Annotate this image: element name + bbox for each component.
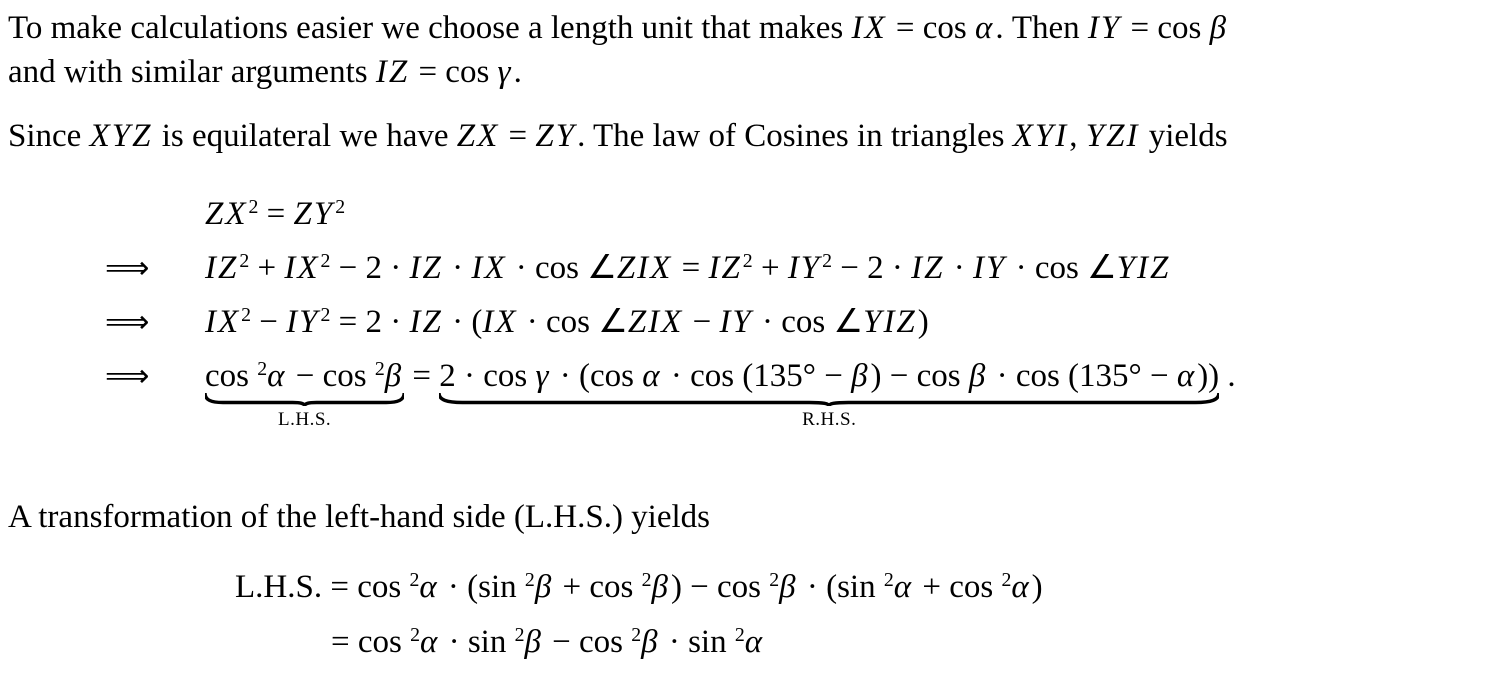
underbrace-icon xyxy=(439,393,1219,406)
equation-row-law-of-cosines xyxy=(105,246,1502,290)
equation-row-final xyxy=(105,354,1502,430)
implies-arrow: ⟹ xyxy=(105,304,150,340)
rhs-brace-label: R.H.S. xyxy=(802,409,857,430)
equals-sign: = xyxy=(404,358,440,394)
paragraph-equilateral: Since XYZ is equilateral we have ZX = ZY. The law of Cosines in triangles XYI, YZI yields xyxy=(8,118,1228,154)
equation-text xyxy=(205,354,1236,430)
trailing-period: . xyxy=(1219,358,1236,394)
rhs-underbrace-group xyxy=(439,354,1220,430)
lhs-brace-label: L.H.S. xyxy=(278,409,332,430)
equation-row-difference xyxy=(105,300,1502,344)
equation-text: $ZX^2 = ZY^2$ xyxy=(205,196,346,232)
underbrace-icon xyxy=(205,393,404,406)
lhs-expression: cos $^2$α − cos $^2$β xyxy=(205,358,404,394)
lhs-simplified-line: = cos $^2$α · sin $^2$β − cos $^2$β · sin $^2$α xyxy=(331,624,765,660)
lhs-expansion-line: L.H.S. = cos $^2$α · (sin $^2$β + cos $^2$β) − cos $^2$β · (sin $^2$α + cos $^2$α) xyxy=(235,569,1043,605)
equation-text: $IZ^2 + IX^2 - 2$ · IZ · IX · cos ∠ZIX = $IZ^2 + IY^2 - 2$ · IZ · IY · cos ∠YIZ xyxy=(205,250,1171,286)
equation-row-zx-zy xyxy=(105,192,1502,236)
implies-arrow: ⟹ xyxy=(105,358,150,394)
implies-arrow: ⟹ xyxy=(105,250,150,286)
paragraph-transformation: A transformation of the left-hand side (L.H.S.) yields xyxy=(8,499,711,535)
derivation-block xyxy=(105,192,1502,430)
lhs-underbrace-group xyxy=(205,354,404,430)
rhs-expression: 2 · cos γ · (cos α · cos (135° − β) − cos β · cos (135° − α)) xyxy=(439,358,1220,394)
equation-text: $IX^2 - IY^2 = 2$ · IZ · (IX · cos ∠ZIX − IY · cos ∠YIZ) xyxy=(205,304,929,340)
lhs-transformation-block xyxy=(235,565,1502,664)
paragraph-intro: To make calculations easier we choose a length unit that makes IX = cos α. Then IY = cos β and with similar arguments IZ = cos γ. xyxy=(8,10,1229,90)
